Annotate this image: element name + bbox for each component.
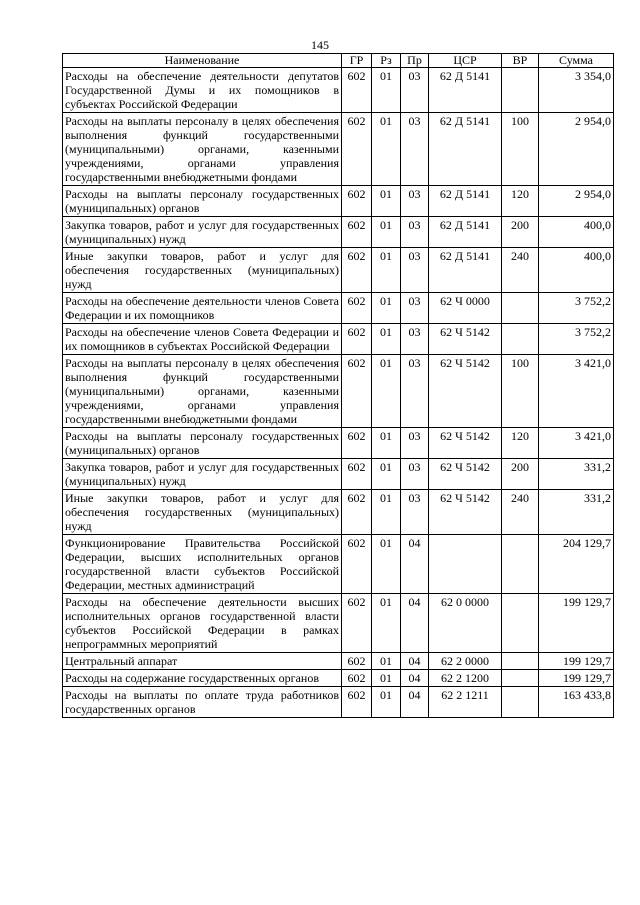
cell-vr (502, 653, 539, 670)
cell-pr: 03 (401, 355, 429, 428)
cell-sum: 3 752,2 (539, 293, 614, 324)
cell-vr (502, 68, 539, 113)
cell-pr: 03 (401, 324, 429, 355)
cell-sum: 3 354,0 (539, 68, 614, 113)
cell-name: Расходы на обеспечение деятельности депутатов Государственной Думы и их помощников в субъектах Российской Федерации (63, 68, 342, 113)
cell-vr: 100 (502, 355, 539, 428)
cell-gr: 602 (342, 428, 372, 459)
table-row (63, 428, 614, 459)
cell-pr: 03 (401, 217, 429, 248)
cell-csr: 62 2 0000 (429, 653, 502, 670)
cell-pr: 03 (401, 68, 429, 113)
cell-pr: 03 (401, 490, 429, 535)
cell-name: Расходы на выплаты персоналу в целях обеспечения выполнения функций государственными (муниципальными) органами, казенными учреждениями, органами управления государственными внебюджетными фондами (63, 113, 342, 186)
cell-rz: 01 (372, 248, 401, 293)
cell-name: Функционирование Правительства Российской Федерации, высших исполнительных органов государственной власти субъектов Российской Федерации, местных администраций (63, 535, 342, 594)
cell-vr: 120 (502, 428, 539, 459)
cell-rz: 01 (372, 293, 401, 324)
cell-rz: 01 (372, 217, 401, 248)
cell-vr (502, 670, 539, 687)
cell-sum: 331,2 (539, 459, 614, 490)
cell-gr: 602 (342, 594, 372, 653)
cell-sum: 199 129,7 (539, 594, 614, 653)
table-row (63, 535, 614, 594)
cell-rz: 01 (372, 653, 401, 670)
cell-gr: 602 (342, 217, 372, 248)
cell-rz: 01 (372, 428, 401, 459)
table-row (63, 293, 614, 324)
table-row (63, 653, 614, 670)
cell-name: Иные закупки товаров, работ и услуг для обеспечения государственных (муниципальных) нужд (63, 248, 342, 293)
cell-vr (502, 324, 539, 355)
cell-csr: 62 Д 5141 (429, 113, 502, 186)
cell-pr: 04 (401, 594, 429, 653)
cell-vr (502, 594, 539, 653)
cell-vr (502, 293, 539, 324)
cell-sum: 3 421,0 (539, 428, 614, 459)
cell-csr: 62 2 1211 (429, 687, 502, 718)
cell-csr: 62 Ч 5142 (429, 428, 502, 459)
column-header-sum: Сумма (539, 54, 614, 68)
table-row (63, 217, 614, 248)
cell-vr: 200 (502, 459, 539, 490)
cell-rz: 01 (372, 490, 401, 535)
table-row (63, 248, 614, 293)
cell-rz: 01 (372, 670, 401, 687)
page-number: 145 (311, 38, 329, 52)
cell-name: Расходы на выплаты по оплате труда работников государственных органов (63, 687, 342, 718)
column-header-pr: Пр (401, 54, 429, 68)
cell-csr: 62 Д 5141 (429, 248, 502, 293)
cell-rz: 01 (372, 535, 401, 594)
cell-vr (502, 687, 539, 718)
table-row (63, 459, 614, 490)
cell-sum: 2 954,0 (539, 186, 614, 217)
cell-vr: 100 (502, 113, 539, 186)
cell-rz: 01 (372, 186, 401, 217)
cell-rz: 01 (372, 324, 401, 355)
cell-pr: 04 (401, 535, 429, 594)
cell-gr: 602 (342, 490, 372, 535)
cell-gr: 602 (342, 248, 372, 293)
cell-csr: 62 Д 5141 (429, 217, 502, 248)
cell-gr: 602 (342, 459, 372, 490)
cell-gr: 602 (342, 68, 372, 113)
cell-sum: 199 129,7 (539, 670, 614, 687)
cell-gr: 602 (342, 687, 372, 718)
cell-csr: 62 Д 5141 (429, 68, 502, 113)
cell-gr: 602 (342, 535, 372, 594)
cell-pr: 03 (401, 113, 429, 186)
cell-csr: 62 0 0000 (429, 594, 502, 653)
cell-sum: 163 433,8 (539, 687, 614, 718)
table-row (63, 355, 614, 428)
cell-name: Расходы на выплаты персоналу в целях обеспечения выполнения функций государственными (муниципальными) органами, казенными учреждениями, органами управления государственными внебюджетными фондами (63, 355, 342, 428)
cell-pr: 04 (401, 670, 429, 687)
table-row (63, 324, 614, 355)
table-row (63, 490, 614, 535)
cell-csr (429, 535, 502, 594)
cell-rz: 01 (372, 355, 401, 428)
cell-pr: 03 (401, 248, 429, 293)
cell-name: Расходы на обеспечение деятельности высших исполнительных органов государственной власти субъектов Российской Федерации в рамках непрограммных мероприятий (63, 594, 342, 653)
table-row (63, 68, 614, 113)
cell-name: Расходы на содержание государственных органов (63, 670, 342, 687)
cell-csr: 62 Ч 5142 (429, 355, 502, 428)
cell-gr: 602 (342, 113, 372, 186)
cell-name: Расходы на выплаты персоналу государственных (муниципальных) органов (63, 428, 342, 459)
column-header-rz: Рз (372, 54, 401, 68)
cell-rz: 01 (372, 459, 401, 490)
cell-gr: 602 (342, 293, 372, 324)
cell-name: Закупка товаров, работ и услуг для государственных (муниципальных) нужд (63, 217, 342, 248)
cell-vr: 240 (502, 490, 539, 535)
cell-csr: 62 Ч 0000 (429, 293, 502, 324)
cell-rz: 01 (372, 113, 401, 186)
cell-pr: 04 (401, 687, 429, 718)
table-row (63, 594, 614, 653)
cell-vr: 200 (502, 217, 539, 248)
column-header-vr: ВР (502, 54, 539, 68)
column-header-gr: ГР (342, 54, 372, 68)
cell-name: Расходы на выплаты персоналу государственных (муниципальных) органов (63, 186, 342, 217)
cell-name: Расходы на обеспечение членов Совета Федерации и их помощников в субъектах Российской Федерации (63, 324, 342, 355)
cell-sum: 2 954,0 (539, 113, 614, 186)
cell-pr: 03 (401, 186, 429, 217)
cell-gr: 602 (342, 653, 372, 670)
cell-rz: 01 (372, 687, 401, 718)
cell-vr: 120 (502, 186, 539, 217)
cell-sum: 400,0 (539, 248, 614, 293)
cell-pr: 03 (401, 428, 429, 459)
cell-csr: 62 Ч 5142 (429, 490, 502, 535)
cell-sum: 331,2 (539, 490, 614, 535)
cell-csr: 62 2 1200 (429, 670, 502, 687)
table-header-row (63, 54, 614, 68)
table-row (63, 113, 614, 186)
cell-sum: 204 129,7 (539, 535, 614, 594)
cell-sum: 199 129,7 (539, 653, 614, 670)
cell-gr: 602 (342, 670, 372, 687)
cell-pr: 03 (401, 459, 429, 490)
table-row (63, 687, 614, 718)
cell-name: Расходы на обеспечение деятельности членов Совета Федерации и их помощников (63, 293, 342, 324)
cell-gr: 602 (342, 355, 372, 428)
cell-pr: 03 (401, 293, 429, 324)
cell-name: Центральный аппарат (63, 653, 342, 670)
cell-sum: 3 421,0 (539, 355, 614, 428)
budget-table (62, 53, 614, 718)
cell-name: Закупка товаров, работ и услуг для государственных (муниципальных) нужд (63, 459, 342, 490)
cell-vr (502, 535, 539, 594)
table-row (63, 186, 614, 217)
cell-gr: 602 (342, 186, 372, 217)
table-row (63, 670, 614, 687)
cell-sum: 3 752,2 (539, 324, 614, 355)
column-header-name: Наименование (63, 54, 342, 68)
cell-name: Иные закупки товаров, работ и услуг для обеспечения государственных (муниципальных) нужд (63, 490, 342, 535)
cell-csr: 62 Д 5141 (429, 186, 502, 217)
column-header-csr: ЦСР (429, 54, 502, 68)
cell-sum: 400,0 (539, 217, 614, 248)
cell-rz: 01 (372, 594, 401, 653)
cell-csr: 62 Ч 5142 (429, 459, 502, 490)
cell-vr: 240 (502, 248, 539, 293)
cell-csr: 62 Ч 5142 (429, 324, 502, 355)
cell-gr: 602 (342, 324, 372, 355)
cell-rz: 01 (372, 68, 401, 113)
cell-pr: 04 (401, 653, 429, 670)
